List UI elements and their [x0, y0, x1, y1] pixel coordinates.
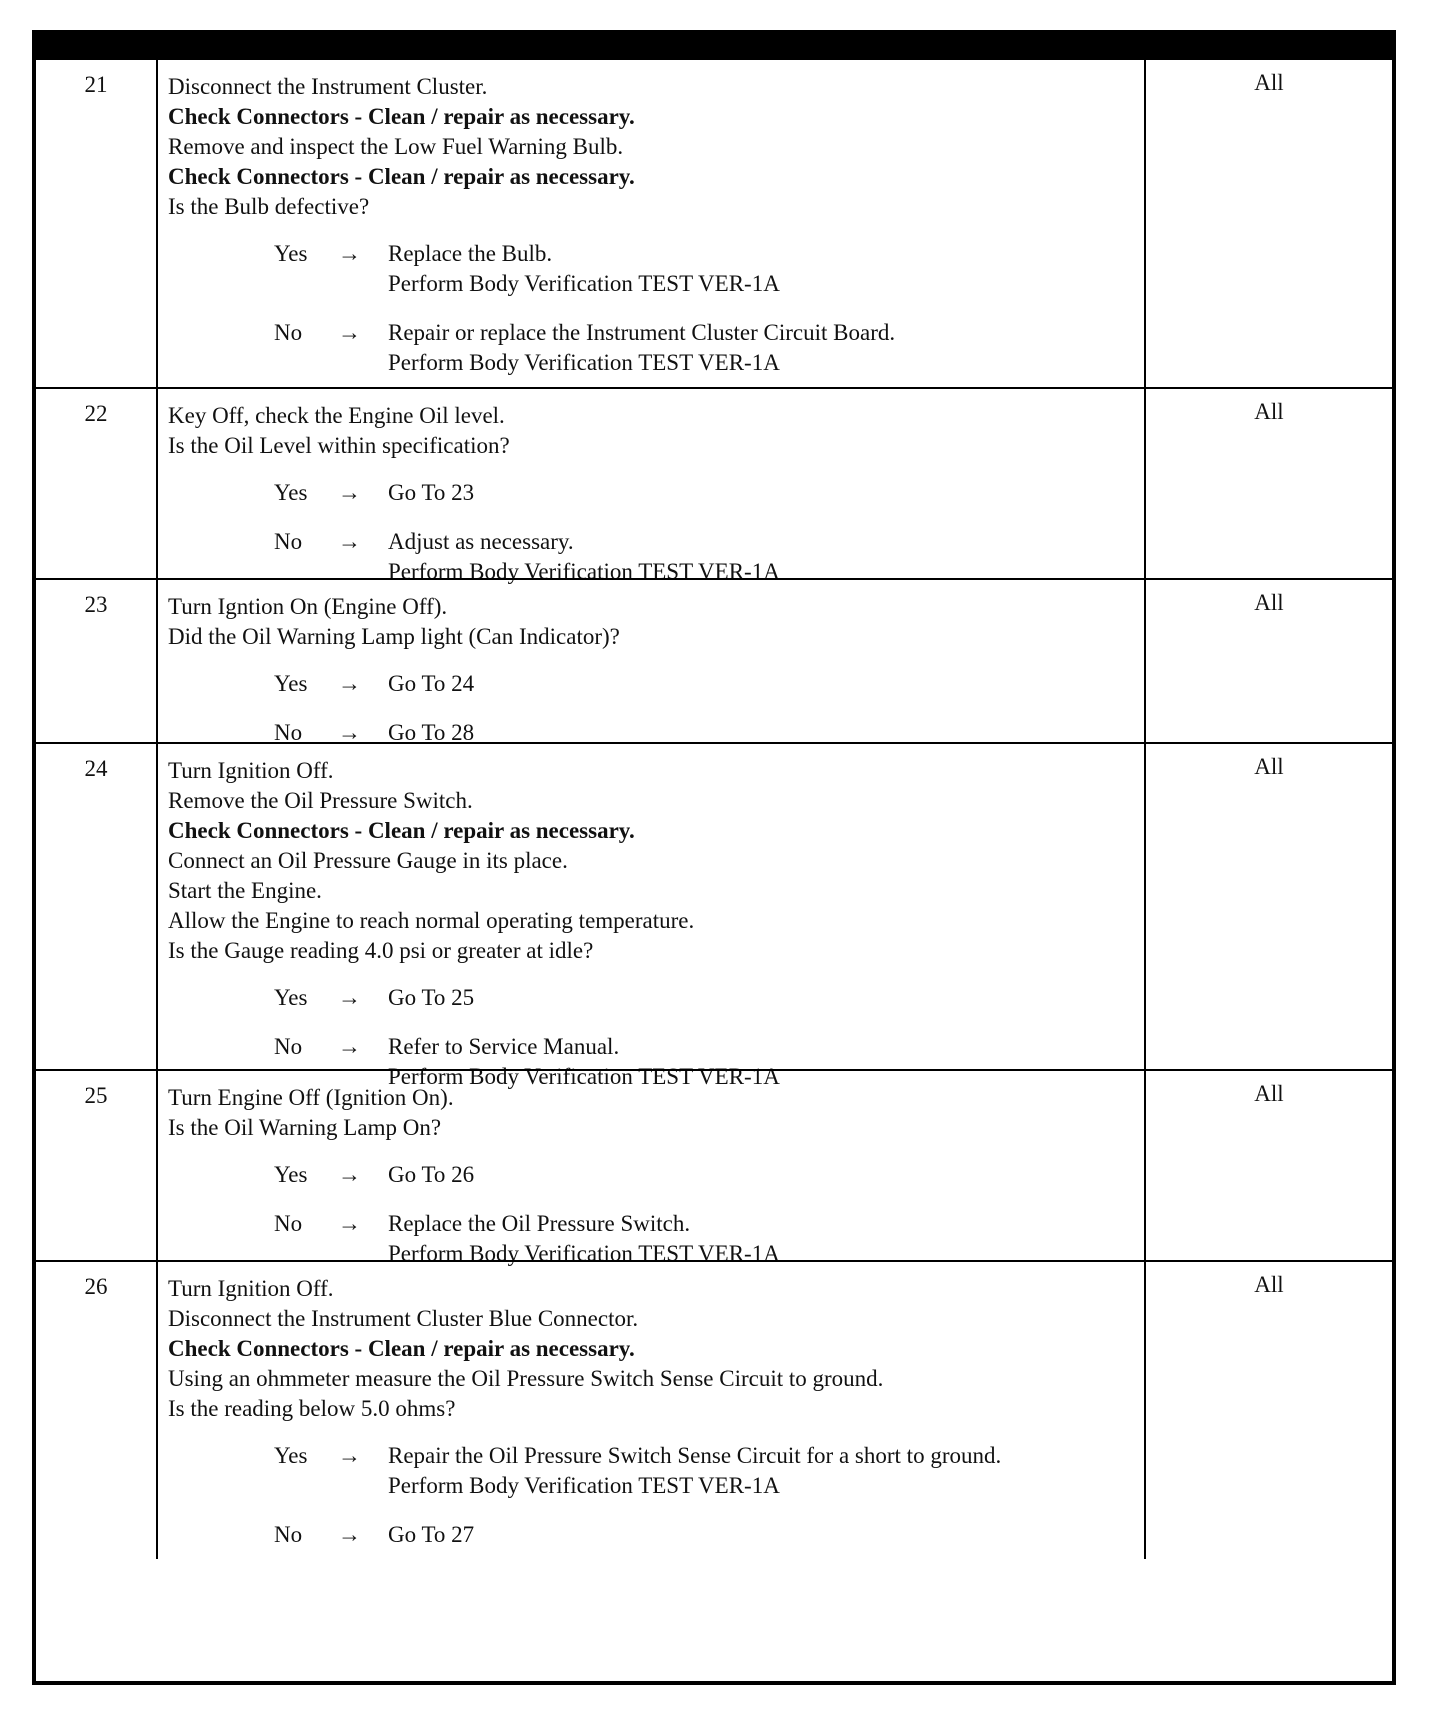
table-row: [36, 578, 1392, 745]
step-number: 21: [36, 60, 158, 387]
applies-to: All: [1254, 590, 1284, 615]
step-instructions: [158, 389, 1146, 584]
step-number: 24: [36, 744, 158, 1069]
answer-result: [388, 1520, 1138, 1550]
result-line: Replace the Bulb.: [388, 241, 553, 266]
instruction-line-bold: Check Connectors - Clean / repair as necessary.: [168, 818, 635, 843]
arrow-icon: →: [338, 985, 361, 1010]
arrow-icon: →: [338, 720, 361, 745]
result-line: Repair or replace the Instrument Cluster Circuit Board.: [388, 320, 896, 345]
answer-result: [388, 318, 1138, 378]
diagnostic-table: [32, 30, 1396, 1685]
instruction-line: Disconnect the Instrument Cluster.: [168, 74, 488, 99]
instruction-line: Key Off, check the Engine Oil level.: [168, 403, 505, 428]
instruction-line: Connect an Oil Pressure Gauge in its place.: [168, 848, 568, 873]
answer-key: Yes: [274, 985, 308, 1010]
result-line: Go To 24: [388, 671, 475, 696]
applies-to: All: [1254, 399, 1284, 424]
table-row: [36, 387, 1392, 584]
instruction-line-bold: Check Connectors - Clean / repair as necessary.: [168, 1336, 635, 1361]
instruction-line: Disconnect the Instrument Cluster Blue Connector.: [168, 1306, 639, 1331]
result-line: Replace the Oil Pressure Switch.: [388, 1211, 691, 1236]
result-line: Perform Body Verification TEST VER-1A: [388, 1473, 780, 1498]
step-number: 22: [36, 389, 158, 578]
applies-to: All: [1254, 1272, 1284, 1297]
answer-result: [388, 478, 1138, 508]
result-line: Go To 28: [388, 720, 475, 745]
step-instructions: [158, 1071, 1146, 1266]
result-line: Perform Body Verification TEST VER-1A: [388, 559, 780, 584]
arrow-icon: →: [338, 529, 361, 554]
arrow-icon: →: [338, 1034, 361, 1059]
answer-result: [388, 1441, 1138, 1501]
arrow-icon: →: [338, 320, 361, 345]
answer-key: Yes: [274, 1443, 308, 1468]
answer-key: Yes: [274, 671, 308, 696]
step-instructions: [158, 60, 1146, 387]
table-header-bar: [36, 34, 1392, 60]
instruction-line: Turn Engine Off (Ignition On).: [168, 1085, 454, 1110]
answer-key: No: [274, 529, 303, 554]
result-line: Go To 25: [388, 985, 475, 1010]
arrow-icon: →: [338, 671, 361, 696]
instruction-line: Turn Ignition Off.: [168, 1276, 334, 1301]
instruction-line: Is the Oil Level within specification?: [168, 433, 510, 458]
instruction-line: Is the Gauge reading 4.0 psi or greater at idle?: [168, 938, 594, 963]
instruction-line: Start the Engine.: [168, 878, 322, 903]
arrow-icon: →: [338, 1162, 361, 1187]
instruction-line: Turn Ignition Off.: [168, 758, 334, 783]
answer-result: [388, 983, 1138, 1013]
applies-to: All: [1254, 1081, 1284, 1106]
step-number: 23: [36, 580, 158, 742]
instruction-line: Allow the Engine to reach normal operating temperature.: [168, 908, 695, 933]
instruction-line: Did the Oil Warning Lamp light (Can Indicator)?: [168, 624, 620, 649]
result-line: Perform Body Verification TEST VER-1A: [388, 1064, 780, 1089]
instruction-line: Is the reading below 5.0 ohms?: [168, 1396, 456, 1421]
answer-no: [168, 1520, 1138, 1550]
answer-yes: [168, 669, 1138, 699]
result-line: Refer to Service Manual.: [388, 1034, 620, 1059]
instruction-line-bold: Check Connectors - Clean / repair as necessary.: [168, 164, 635, 189]
arrow-icon: →: [338, 1443, 361, 1468]
answer-key: Yes: [274, 480, 308, 505]
arrow-icon: →: [338, 1522, 361, 1547]
answer-yes: [168, 239, 1138, 299]
instruction-line: Is the Oil Warning Lamp On?: [168, 1115, 442, 1140]
step-instructions: [158, 744, 1146, 1089]
arrow-icon: →: [338, 1211, 361, 1236]
result-line: Perform Body Verification TEST VER-1A: [388, 350, 780, 375]
table-row: [36, 1260, 1392, 1559]
answer-key: No: [274, 1034, 303, 1059]
result-line: Perform Body Verification TEST VER-1A: [388, 1241, 780, 1266]
instruction-line: Using an ohmmeter measure the Oil Pressure Switch Sense Circuit to ground.: [168, 1366, 884, 1391]
step-instructions: [158, 580, 1146, 745]
result-line: Adjust as necessary.: [388, 529, 574, 554]
answer-key: Yes: [274, 1162, 308, 1187]
answer-yes: [168, 983, 1138, 1013]
instruction-line-bold: Check Connectors - Clean / repair as necessary.: [168, 104, 635, 129]
result-line: Go To 23: [388, 480, 475, 505]
answer-key: No: [274, 720, 303, 745]
instruction-line: Turn Igntion On (Engine Off).: [168, 594, 448, 619]
instruction-line: Is the Bulb defective?: [168, 194, 370, 219]
result-line: Perform Body Verification TEST VER-1A: [388, 271, 780, 296]
result-line: Go To 27: [388, 1522, 475, 1547]
answer-key: No: [274, 320, 303, 345]
answer-key: Yes: [274, 241, 308, 266]
answer-yes: [168, 478, 1138, 508]
answer-key: No: [274, 1522, 303, 1547]
result-line: Repair the Oil Pressure Switch Sense Circuit for a short to ground.: [388, 1443, 1002, 1468]
step-instructions: [158, 1262, 1146, 1559]
arrow-icon: →: [338, 480, 361, 505]
step-number: 25: [36, 1071, 158, 1260]
answer-key: No: [274, 1211, 303, 1236]
instruction-line: Remove and inspect the Low Fuel Warning Bulb.: [168, 134, 624, 159]
arrow-icon: →: [338, 241, 361, 266]
applies-to: All: [1254, 754, 1284, 779]
answer-result: [388, 669, 1138, 699]
table-row: [36, 1069, 1392, 1266]
table-row: [36, 60, 1392, 387]
answer-yes: [168, 1160, 1138, 1190]
table-row: [36, 742, 1392, 1089]
instruction-line: Remove the Oil Pressure Switch.: [168, 788, 473, 813]
answer-no: [168, 318, 1138, 378]
result-line: Go To 26: [388, 1162, 475, 1187]
answer-result: [388, 239, 1138, 299]
answer-yes: [168, 1441, 1138, 1501]
step-number: 26: [36, 1262, 158, 1559]
answer-result: [388, 1160, 1138, 1190]
applies-to: All: [1254, 70, 1284, 95]
table-body: [36, 60, 1392, 1559]
